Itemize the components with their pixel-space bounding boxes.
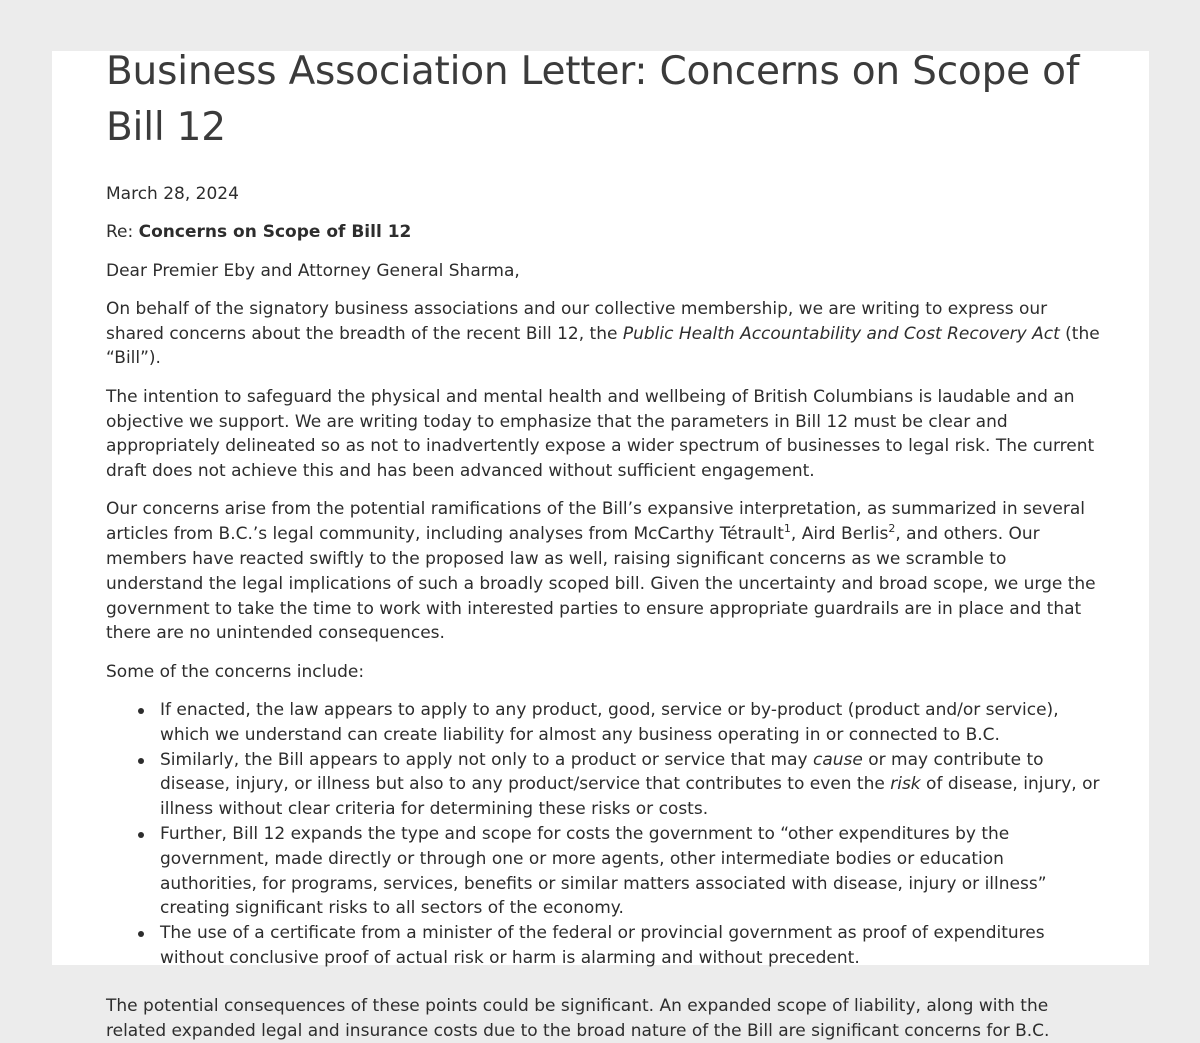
- letter-content: [106, 44, 1106, 1041]
- re-line: [106, 220, 1106, 245]
- list-item-text: or may contribute to disease, injury, or illness but also to any product/service that contributes to even the: [160, 749, 1044, 795]
- paragraph-concerns-tail: , and others. Our members have reacted swiftly to the proposed law as well, raising significant concerns as we scramble to understand the legal implications of such a broadly scoped bill. Given the uncertainty and broad scope, we urge the government to take the time to work with interested parties to ensure appropriate guardrails are in place and that there are no unintended consequences.: [106, 524, 1096, 644]
- paragraph-intention: The intention to safeguard the physical and mental health and wellbeing of British Columbians is laudable and an objective we support. We are writing today to emphasize that the parameters in Bill 12 must be clear and appropriately delineated so as not to inadvertently expose a wider spectrum of businesses to legal risk. The current draft does not achieve this and has been advanced without sufficient engagement.: [106, 386, 1095, 482]
- list-item: If enacted, the law appears to apply to any product, good, service or by-product (product and/or service), which we understand can create liability for almost any business operating in or connected to B.C.: [160, 698, 1106, 748]
- salutation: Dear Premier Eby and Attorney General Sharma,: [106, 260, 520, 281]
- letter-date: March 28, 2024: [106, 184, 239, 204]
- list-item-text: Similarly, the Bill appears to apply not only to a product or service that may: [160, 749, 813, 770]
- concerns-intro: Some of the concerns include:: [106, 661, 365, 682]
- list-item: The use of a certificate from a minister of the federal or provincial government as proof of expenditures without conclusive proof of actual risk or harm is alarming and without precedent.: [160, 921, 1106, 971]
- paragraph-concerns-mid: , Aird Berlis: [790, 524, 889, 545]
- paragraph-concerns: [106, 497, 1106, 646]
- paragraph-intro-tail: (the “Bill”).: [106, 323, 1100, 369]
- re-prefix: Re:: [106, 222, 139, 243]
- paragraph-intro: [106, 297, 1106, 371]
- paragraph-concerns-text: Our concerns arise from the potential ramifications of the Bill’s expansive interpretation, as summarized in several articles from B.C.’s legal community, including analyses from McCarthy Tétrault: [106, 499, 1085, 545]
- list-item: Further, Bill 12 expands the type and scope for costs the government to “other expenditures by the government, made directly or through one or more agents, other intermediate bodies or education authorities, for programs, services, benefits or similar matters associated with disease, injury or illness” creating significant risks to all sectors of the economy.: [160, 822, 1106, 921]
- list-item: [160, 748, 1106, 822]
- paragraph-intro-text: On behalf of the signatory business associations and our collective membership, we are writing to express our shared concerns about the breadth of the recent Bill 12, the: [106, 298, 1048, 344]
- concerns-list: [106, 698, 1106, 971]
- emphasis-risk: risk: [890, 774, 921, 795]
- re-subject: Concerns on Scope of Bill 12: [138, 222, 412, 243]
- act-name: Public Health Accountability and Cost Recovery Act: [622, 323, 1060, 344]
- emphasis-cause: cause: [813, 749, 863, 770]
- footnote-2[interactable]: 2: [888, 521, 896, 535]
- list-item-text: of disease, injury, or illness without clear criteria for determining these risks or costs.: [160, 774, 1100, 820]
- page-title: Business Association Letter: Concerns on Scope of Bill 12: [106, 49, 1080, 150]
- footnote-1[interactable]: 1: [783, 521, 791, 535]
- paragraph-consequences: The potential consequences of these points could be significant. An expanded scope of liability, along with the related expanded legal and insurance costs due to the broad nature of the Bill are significant concerns for B.C.: [106, 995, 1050, 1041]
